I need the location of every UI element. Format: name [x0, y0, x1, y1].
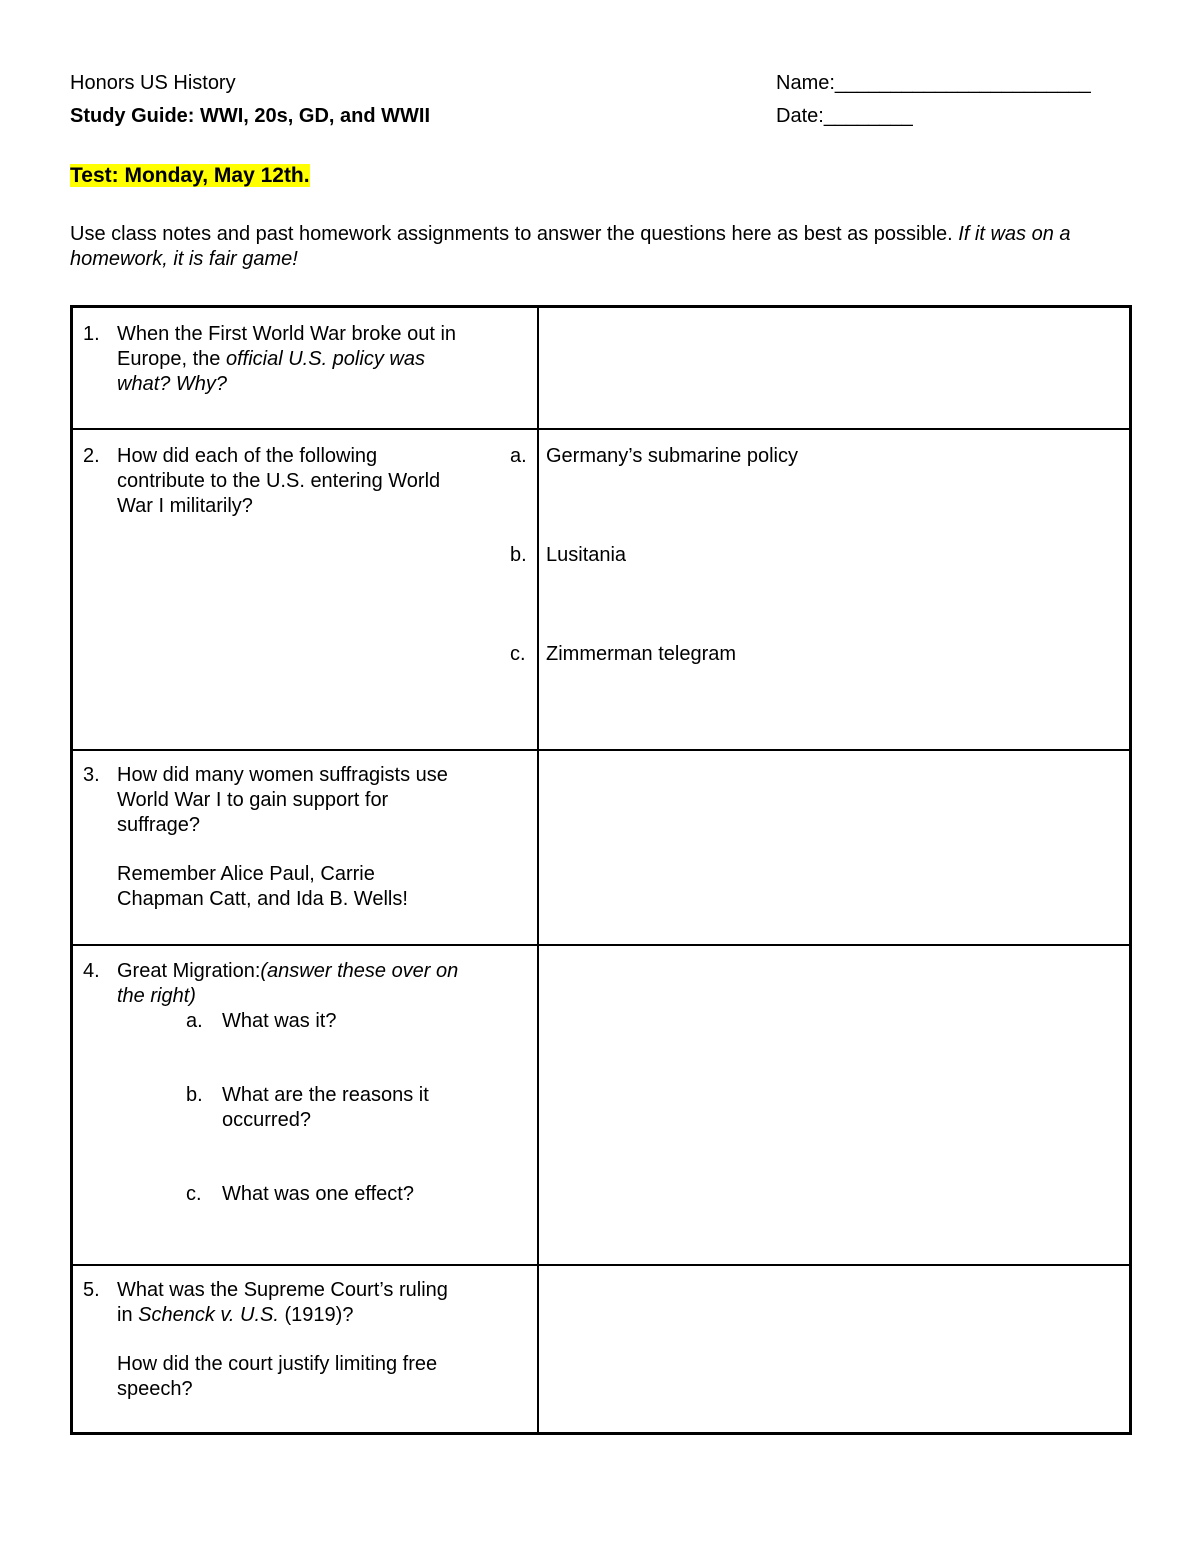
answer-cell-1[interactable]	[539, 308, 1129, 428]
sub-letter: c.	[186, 1183, 202, 1205]
question-number: 2.	[83, 445, 100, 467]
question-5-post: (1919)?	[284, 1304, 354, 1326]
sub-letter: a.	[186, 1010, 203, 1032]
test-date-banner	[70, 164, 310, 188]
name-line: _______________________	[834, 72, 1091, 94]
question-text	[117, 959, 462, 1009]
test-date: Test: Monday, May 12th.	[70, 164, 310, 187]
question-text	[117, 1278, 462, 1402]
case-name: Schenck v. U.S.	[138, 1304, 279, 1326]
question-number: 5.	[83, 1279, 100, 1301]
date-line: ________	[823, 105, 913, 127]
question-text: How did each of the following contribute to the U.S. entering World War I militarily?	[117, 445, 441, 517]
answer-item: Zimmerman telegram	[546, 643, 737, 665]
answer-cell-4[interactable]	[539, 946, 1129, 1264]
answer-cell-3[interactable]	[539, 751, 1129, 944]
question-text	[117, 322, 462, 397]
answer-cell-5[interactable]	[539, 1266, 1129, 1432]
sub-question: What was it?	[222, 1010, 337, 1032]
question-4-italic: (answer these over on the right)	[117, 960, 459, 1007]
guide-title: Study Guide: WWI, 20s, GD, and WWII	[70, 105, 430, 127]
question-5-pre: What was the Supreme Court’s ruling in	[117, 1279, 448, 1326]
question-1-italic: official U.S. policy was what? Why?	[117, 348, 425, 395]
sub-question: What was one effect?	[222, 1183, 414, 1205]
sub-letter: b.	[186, 1084, 203, 1106]
instructions-text: Use class notes and past homework assignments to answer the questions here as best as possible.	[70, 223, 953, 245]
question-number: 4.	[83, 960, 100, 982]
answer-letter: c.	[510, 643, 526, 665]
question-1-text: When the First World War broke out in Europe, the	[117, 323, 457, 370]
instructions	[70, 222, 1120, 272]
name-label: Name:	[776, 72, 835, 94]
course-title: Honors US History	[70, 72, 236, 94]
name-field[interactable]	[776, 71, 1091, 95]
answer-letter: b.	[510, 544, 527, 566]
question-5-followup: How did the court justify limiting free speech?	[117, 1353, 438, 1400]
answer-letter: a.	[510, 445, 527, 467]
date-label: Date:	[776, 105, 824, 127]
row-divider	[73, 428, 1129, 430]
answer-item: Germany’s submarine policy	[546, 445, 798, 467]
question-table	[70, 305, 1132, 1435]
date-field[interactable]	[776, 104, 913, 128]
question-5-text	[117, 1278, 462, 1328]
instructions-italic: If it was on a homework, it is fair game!	[70, 223, 1071, 270]
question-number: 3.	[83, 764, 100, 786]
answer-item: Lusitania	[546, 544, 627, 566]
question-3-note: Remember Alice Paul, Carrie Chapman Catt, and Ida B. Wells!	[117, 863, 408, 910]
question-text	[117, 763, 462, 912]
question-number: 1.	[83, 323, 100, 345]
question-4-text: Great Migration:	[117, 960, 261, 982]
sub-question: What are the reasons it occurred?	[222, 1084, 429, 1131]
question-3-text: How did many women suffragists use World War I to gain support for suffrage?	[117, 764, 448, 836]
